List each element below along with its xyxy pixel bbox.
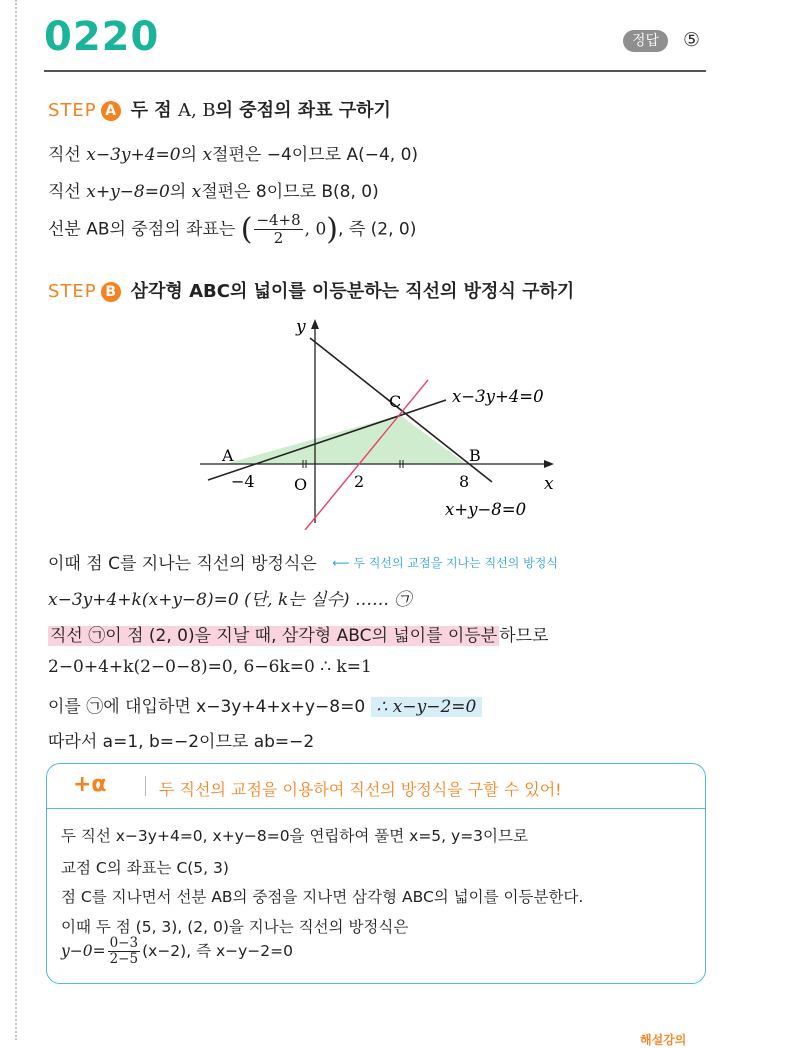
step-a-tag: STEP xyxy=(48,100,97,121)
triangle-graph xyxy=(190,308,590,530)
step-a-title-part3: 의 중점의 좌표 구하기 xyxy=(215,100,391,121)
point-a-label: A xyxy=(222,446,234,465)
left-arrow-icon: ⟵ xyxy=(332,556,350,570)
midpoint-pre: 선분 AB의 중점의 좌표는 xyxy=(48,219,241,240)
tip-line-5-post: (x−2), 즉 x−y−2=0 xyxy=(142,942,293,960)
problem-number: 0220 xyxy=(44,14,160,60)
answer-value: ⑤ xyxy=(683,29,701,51)
tip-line-5-pre: y−0= xyxy=(61,942,106,960)
line1-x: x xyxy=(202,145,213,165)
tick-label-8: 8 xyxy=(459,472,470,491)
midpoint-denominator: 2 xyxy=(273,229,284,247)
midpoint-numerator: −4+8 xyxy=(256,211,301,229)
step-a-title-part1: 두 점 xyxy=(130,100,178,121)
x-axis-arrow-icon xyxy=(544,460,554,468)
triangle-shaded-region xyxy=(225,415,466,464)
tip-line-1: 두 직선 x−3y+4=0, x+y−8=0을 연립하여 풀면 x=5, y=3이므로 xyxy=(61,827,528,845)
body-highlight-pink: 직선 ㉠이 점 (2, 0)을 지날 때, 삼각형 ABC의 넓이를 이등분 xyxy=(50,626,498,646)
step-a-line-2 xyxy=(48,177,379,202)
line2-label: x+y−8=0 xyxy=(445,500,527,519)
footer-lecture-label[interactable]: 해설강의 xyxy=(640,1033,687,1047)
body-line-3 xyxy=(48,621,548,646)
tip-box xyxy=(46,763,706,984)
x-axis-label: x xyxy=(544,474,554,494)
step-b-letter-icon: B xyxy=(101,282,121,302)
line2-x: x xyxy=(191,182,202,202)
line2-post: 절편은 8이므로 B(8, 0) xyxy=(201,182,379,202)
tip-line-3: 점 C를 지나면서 선분 AB의 중점을 지나면 삼각형 ABC의 넓이를 이등분한다. xyxy=(61,888,584,906)
step-a-title xyxy=(48,96,391,122)
midpoint-left-paren: ( xyxy=(240,212,253,247)
body-line-2: x−3y+4+k(x+y−8)=0 (단, k는 실수) …… ㉠ xyxy=(48,590,412,610)
tip-header xyxy=(47,764,705,809)
midpoint-fraction xyxy=(254,212,302,247)
midpoint-line xyxy=(48,212,416,247)
line1-mid: 의 xyxy=(180,145,203,165)
midpoint-right-paren: ) xyxy=(326,212,339,247)
midpoint-post: , 즉 (2, 0) xyxy=(338,219,417,240)
line1-equation: x−3y+4=0 xyxy=(86,145,181,165)
tip-title: 두 직선의 교점을 이용하여 직선의 방정식을 구할 수 있어! xyxy=(159,780,562,799)
answer-badge: 정답 xyxy=(623,30,668,52)
step-a-letter-icon: A xyxy=(101,101,121,121)
tip-fraction-denominator: 2−5 xyxy=(109,951,139,967)
tip-line-5 xyxy=(61,936,293,967)
line2-equation: x+y−8=0 xyxy=(86,182,170,202)
line1-label: x−3y+4=0 xyxy=(452,387,544,406)
line2-mid: 의 xyxy=(169,182,192,202)
step-a-title-points: A, B xyxy=(177,100,216,121)
tick-label-neg4: −4 xyxy=(231,472,255,491)
step-b-title-text: 삼각형 ABC의 넓이를 이등분하는 직선의 방정식 구하기 xyxy=(130,281,575,302)
origin-label: O xyxy=(294,475,308,494)
tip-fraction xyxy=(108,936,141,967)
plus-alpha-icon: +α xyxy=(73,772,107,797)
body-line-3-rest: 하므로 xyxy=(499,626,549,646)
body-line-5 xyxy=(48,692,482,717)
midpoint-after-fraction: , 0 xyxy=(304,219,327,240)
body-highlight-blue: ∴ x−y−2=0 xyxy=(371,697,483,717)
body-annotation xyxy=(332,556,558,570)
point-c-label: C xyxy=(389,392,402,411)
step-a-line-1 xyxy=(48,140,418,165)
body-line-4: 2−0+4+k(2−0−8)=0, 6−6k=0 ∴ k=1 xyxy=(48,657,372,677)
tip-separator xyxy=(145,776,146,796)
header-divider xyxy=(44,70,706,72)
body-line-6: 따라서 a=1, b=−2이므로 ab=−2 xyxy=(48,732,315,752)
tick-label-2: 2 xyxy=(354,472,365,491)
tip-line-2: 교점 C의 좌표는 C(5, 3) xyxy=(61,859,229,877)
tip-fraction-numerator: 0−3 xyxy=(109,935,139,951)
y-axis-label: y xyxy=(296,317,306,337)
tip-line-4: 이때 두 점 (5, 3), (2, 0)을 지나는 직선의 방정식은 xyxy=(61,918,409,936)
line1-post: 절편은 −4이므로 A(−4, 0) xyxy=(212,145,419,165)
margin-dotted-line xyxy=(15,0,17,1040)
step-b-tag: STEP xyxy=(48,281,97,302)
body-annotation-text: 두 직선의 교점을 지나는 직선의 방정식 xyxy=(353,556,558,570)
line1-pre: 직선 xyxy=(48,145,87,165)
point-b-label: B xyxy=(469,446,481,465)
step-b-title xyxy=(48,277,574,303)
body-line-1-text: 이때 점 C를 지나는 직선의 방정식은 xyxy=(48,554,317,574)
body-line-1 xyxy=(48,549,558,574)
body-line-5-text: 이를 ㉠에 대입하면 x−3y+4+x+y−8=0 xyxy=(48,697,371,717)
y-axis-arrow-icon xyxy=(311,319,319,329)
line2-pre: 직선 xyxy=(48,182,87,202)
